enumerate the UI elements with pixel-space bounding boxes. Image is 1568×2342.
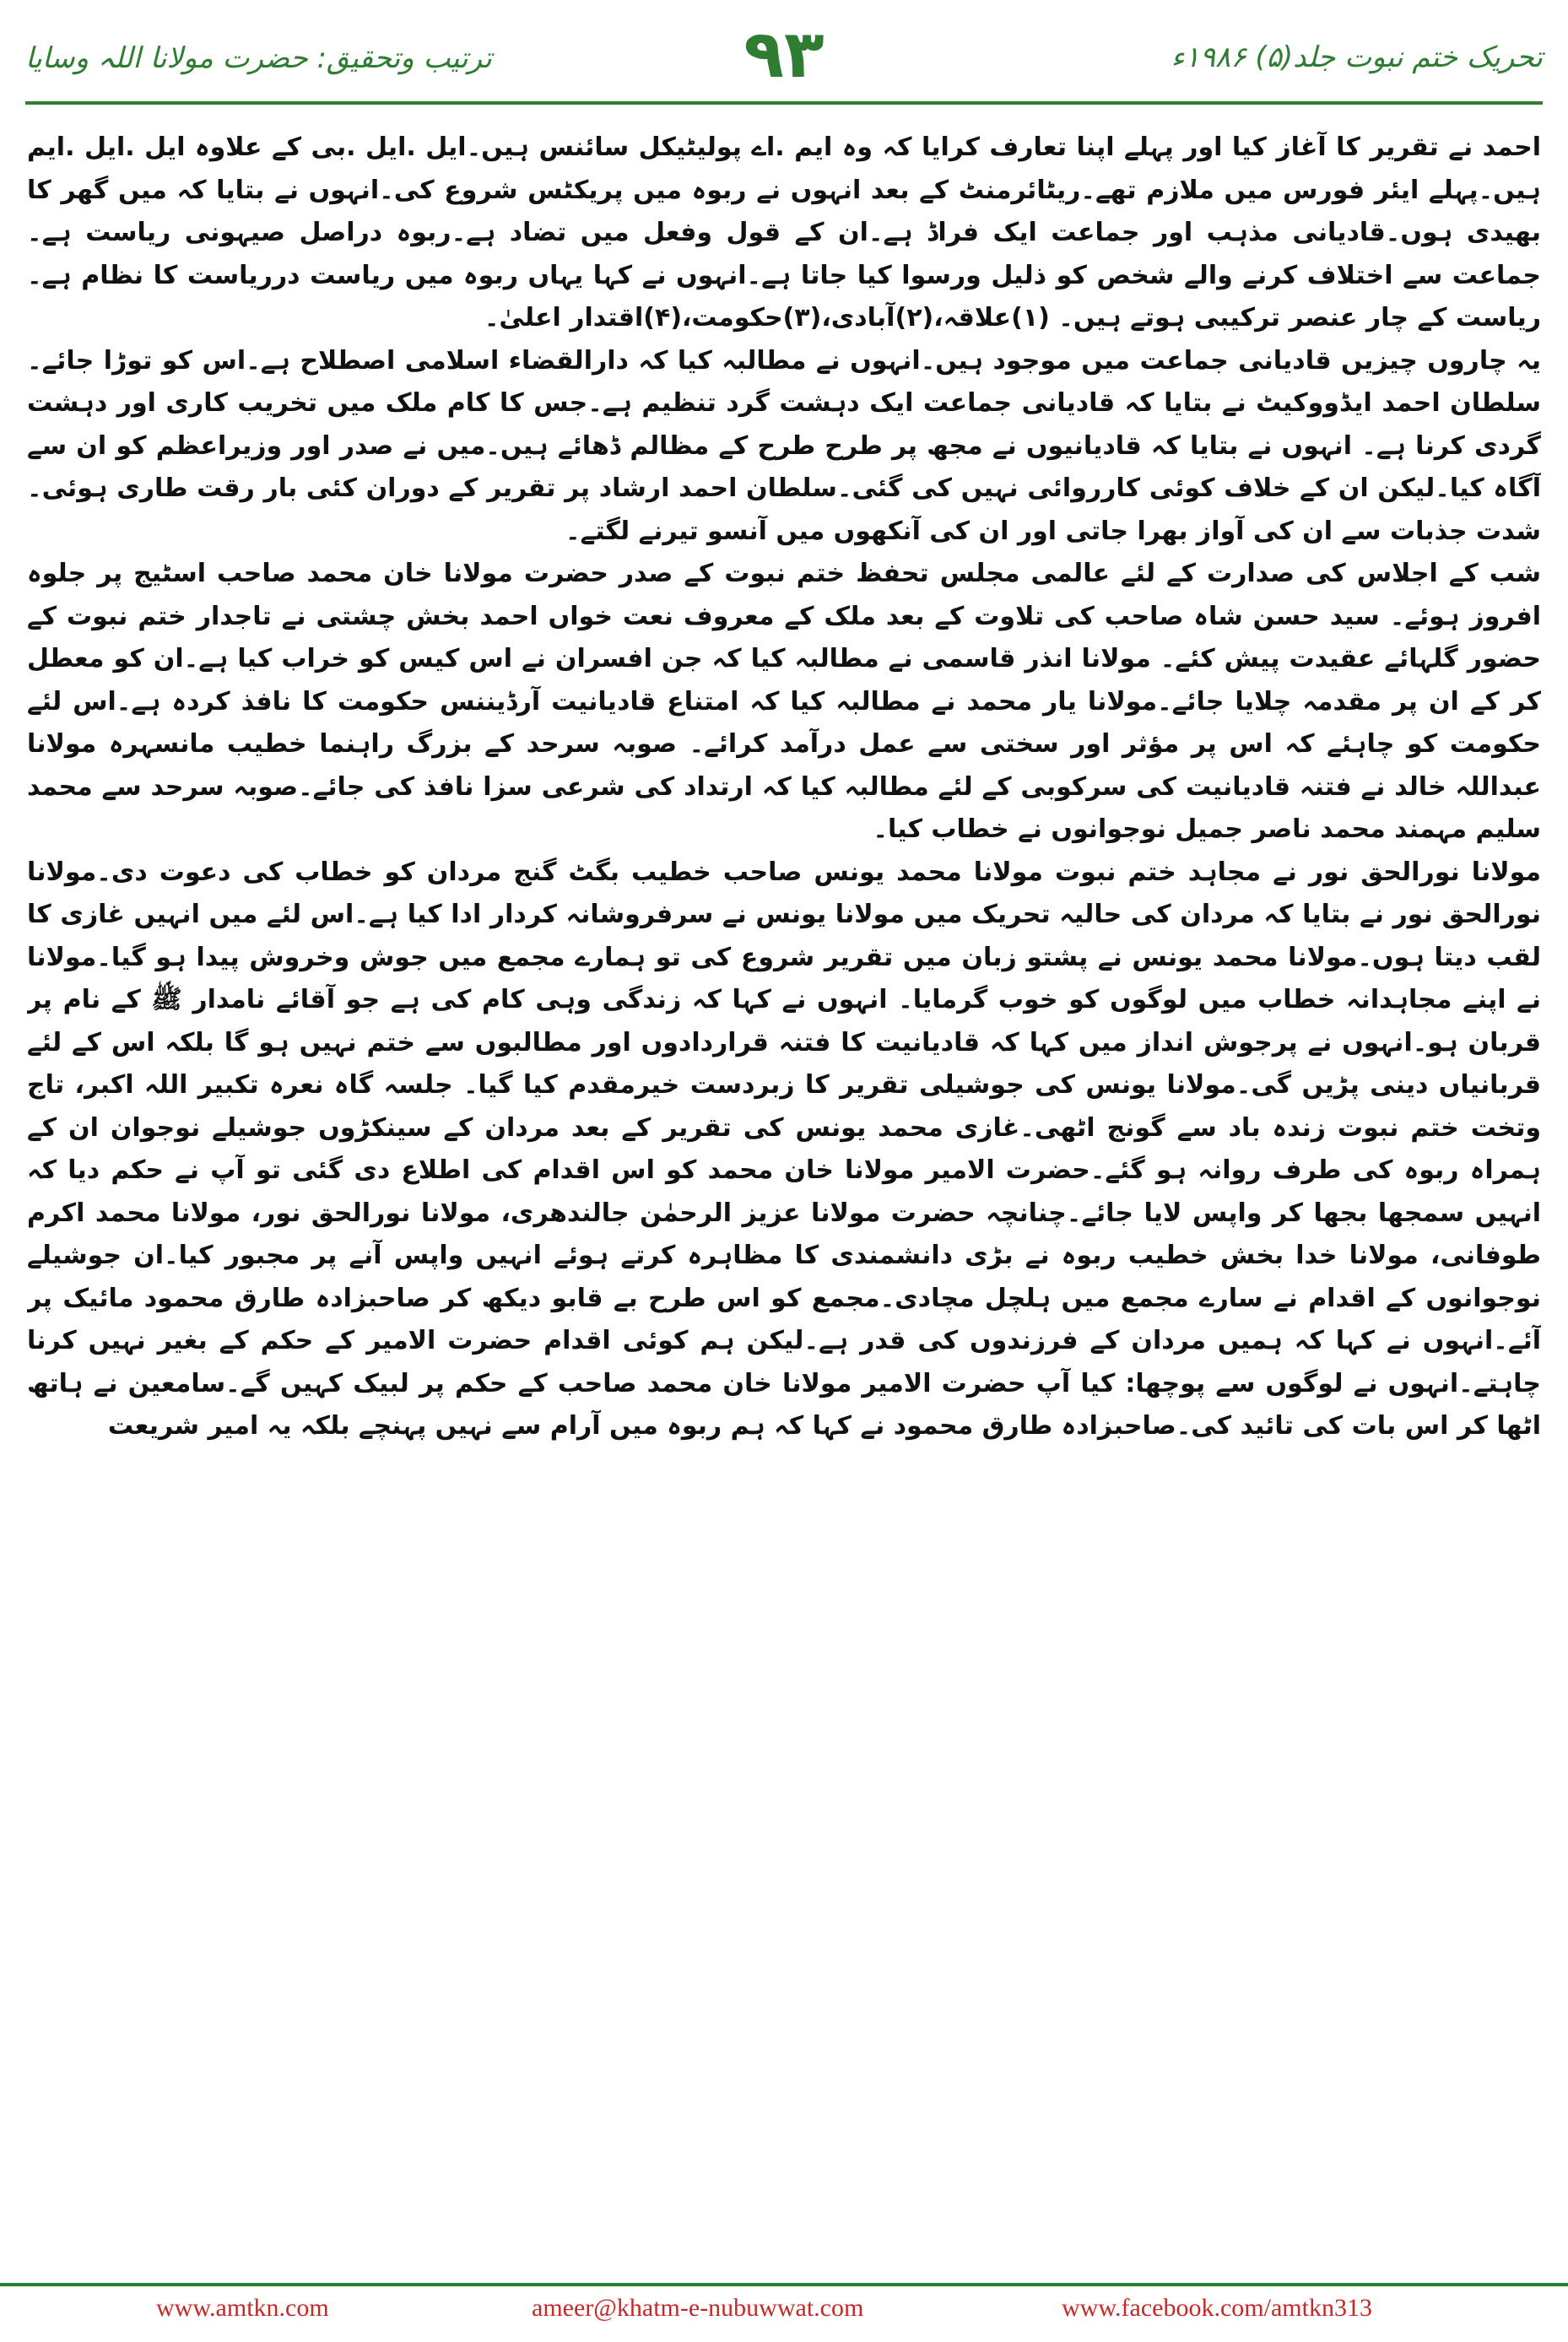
page-header [25,17,1543,93]
email-link[interactable]: ameer@khatm-e-nubuwwat.com [532,2294,864,2322]
header-compiler-text: ترتیب وتحقیق: حضرت مولانا اللہ وسایا [25,41,492,75]
page-number: ۹۳ [743,17,825,93]
header-divider [25,101,1543,105]
footer-divider [0,2283,1568,2286]
website-link[interactable]: www.amtkn.com [156,2294,329,2322]
facebook-link[interactable]: www.facebook.com/amtkn313 [1062,2294,1372,2322]
paragraph: احمد نے تقریر کا آغاز کیا اور پہلے اپنا تعارف کرایا کہ وہ ایم .اے پولیٹیکل سائنس ہیں۔ایل .ایل .بی کے علاوہ ایل .ایل .ایم ہیں۔پہلے ایئر فورس میں ملازم تھے۔ریٹائرمنٹ کے بعد انہوں نے ربوہ میں پریکٹس شروع کی۔انہوں نے بتایا کہ میں گھر کا بھیدی ہوں۔قادیانی مذہب اور جماعت ایک فراڈ ہے۔ان کے قول وفعل میں تضاد ہے۔ربوہ دراصل صیہونی ریاست ہے۔جماعت سے اختلاف کرنے والے شخص کو ذلیل ورسوا کیا جاتا ہے۔انہوں نے کہا یہاں ربوہ میں ریاست درریاست کا نظام ہے۔ریاست کے چار عنصر ترکیبی ہوتے ہیں۔ (۱)علاقہ،(۲)آبادی،(۳)حکومت،(۴)اقتدار اعلیٰ۔ [27,133,1541,333]
body-text [27,127,1541,2262]
header-book-title: تحریک ختم نبوت جلد(۵) ۱۹۸۶ء [1171,41,1543,74]
paragraph: شب کے اجلاس کی صدارت کے لئے عالمی مجلس تحفظ ختم نبوت کے صدر حضرت مولانا خان محمد صاحب اسٹیج پر جلوہ افروز ہوئے۔ سید حسن شاہ صاحب کی تلاوت کے بعد ملک کے معروف نعت خواں احمد بخش چشتی نے تاجدار ختم نبوت کے حضور گلہائے عقیدت پیش کئے۔ مولانا انذر قاسمی نے مطالبہ کیا کہ جن افسران نے اس کیس کو خراب کیا ہے۔ان کو معطل کر کے ان پر مقدمہ چلایا جائے۔مولانا یار محمد نے مطالبہ کیا کہ امتناع قادیانیت آرڈیننس حکومت کا نافذ کردہ ہے۔اس لئے حکومت کو چاہئے کہ اس پر مؤثر اور سختی سے عمل درآمد کرائے۔ صوبہ سرحد کے بزرگ راہنما خطیب مانسہرہ مولانا عبداللہ خالد نے فتنہ قادیانیت کی سرکوبی کے لئے مطالبہ کیا کہ ارتداد کی شرعی سزا نافذ کی جائے۔صوبہ سرحد سے محمد سلیم مہمند محمد ناصر جمیل نوجوانوں نے خطاب کیا۔ [27,559,1541,844]
paragraph: یہ چاروں چیزیں قادیانی جماعت میں موجود ہیں۔انہوں نے مطالبہ کیا کہ دارالقضاء اسلامی اصطلاح ہے۔اس کو توڑا جائے۔ سلطان احمد ایڈووکیٹ نے بتایا کہ قادیانی جماعت ایک دہشت گرد تنظیم ہے۔جس کا کام ملک میں تخریب کاری اور دہشت گردی کرنا ہے۔ انہوں نے بتایا کہ قادیانیوں نے مجھ پر طرح طرح کے مظالم ڈھائے ہیں۔میں نے صدر اور وزیراعظم کو ان سے آگاہ کیا۔لیکن ان کے خلاف کوئی کارروائی نہیں کی گئی۔سلطان احمد ارشاد پر تقریر کے دوران کئی بار رقت طاری ہوئی۔شدت جذبات سے ان کی آواز بھرا جاتی اور ان کی آنکھوں میں آنسو تیرنے لگتے۔ [27,345,1541,546]
paragraph: مولانا نورالحق نور نے مجاہد ختم نبوت مولانا محمد یونس صاحب خطیب بگٹ گنج مردان کو خطاب کی دعوت دی۔مولانا نورالحق نور نے بتایا کہ مردان کی حالیہ تحریک میں مولانا یونس نے سرفروشانہ کردار ادا کیا ہے۔اس لئے میں انہیں غازی کا لقب دیتا ہوں۔مولانا محمد یونس نے پشتو زبان میں تقریر شروع کی تو ہمارے مجمع میں جوش وخروش پیدا ہو گیا۔مولانا نے اپنے مجاہدانہ خطاب میں لوگوں کو خوب گرمایا۔ انہوں نے کہا کہ زندگی وہی کام کی ہے جو آقائے نامدار ﷺ کے نام پر قربان ہو۔انہوں نے پرجوش انداز میں کہا کہ قادیانیت کا فتنہ قراردادوں اور مطالبوں سے ختم نہیں ہو گا بلکہ اس کے لئے قربانیاں دینی پڑیں گی۔مولانا یونس کی جوشیلی تقریر کا زبردست خیرمقدم کیا گیا۔ جلسہ گاہ نعرہ تکبیر اللہ اکبر، تاج وتخت ختم نبوت زندہ باد سے گونج اٹھی۔غازی محمد یونس کی تقریر کے بعد مردان کے سینکڑوں جوشیلے نوجوان ان کے ہمراہ ربوہ کی طرف روانہ ہو گئے۔حضرت الامیر مولانا خان محمد کو اس اقدام کی اطلاع دی گئی تو آپ نے حکم دیا کہ انہیں سمجھا بجھا کر واپس لایا جائے۔چنانچہ حضرت مولانا عزیز الرحمٰن جالندھری، مولانا نورالحق نور، مولانا محمد اکرم طوفانی، مولانا خدا بخش خطیب ربوہ نے بڑی دانشمندی کا مظاہرہ کرتے ہوئے انہیں واپس آنے پر مجبور کیا۔ان جوشیلے نوجوانوں کے اقدام نے سارے مجمع میں ہلچل مچادی۔مجمع کو اس طرح بے قابو دیکھ کر صاحبزادہ طارق محمود مائیک پر آئے۔انہوں نے کہا کہ ہمیں مردان کے فرزندوں کی قدر ہے۔لیکن ہم کوئی اقدام حضرت الامیر کے حکم کے بغیر نہیں کرنا چاہتے۔انہوں نے لوگوں سے پوچھا: کیا آپ حضرت الامیر مولانا خان محمد صاحب کے حکم پر لبیک کہیں گے۔سامعین نے ہاتھ اٹھا کر اس بات کی تائید کی۔صاحبزادہ طارق محمود نے کہا کہ ہم ربوہ میں آرام سے نہیں پہنچے بلکہ یہ امیر شریعت [27,857,1541,1441]
page-footer [0,2294,1568,2331]
